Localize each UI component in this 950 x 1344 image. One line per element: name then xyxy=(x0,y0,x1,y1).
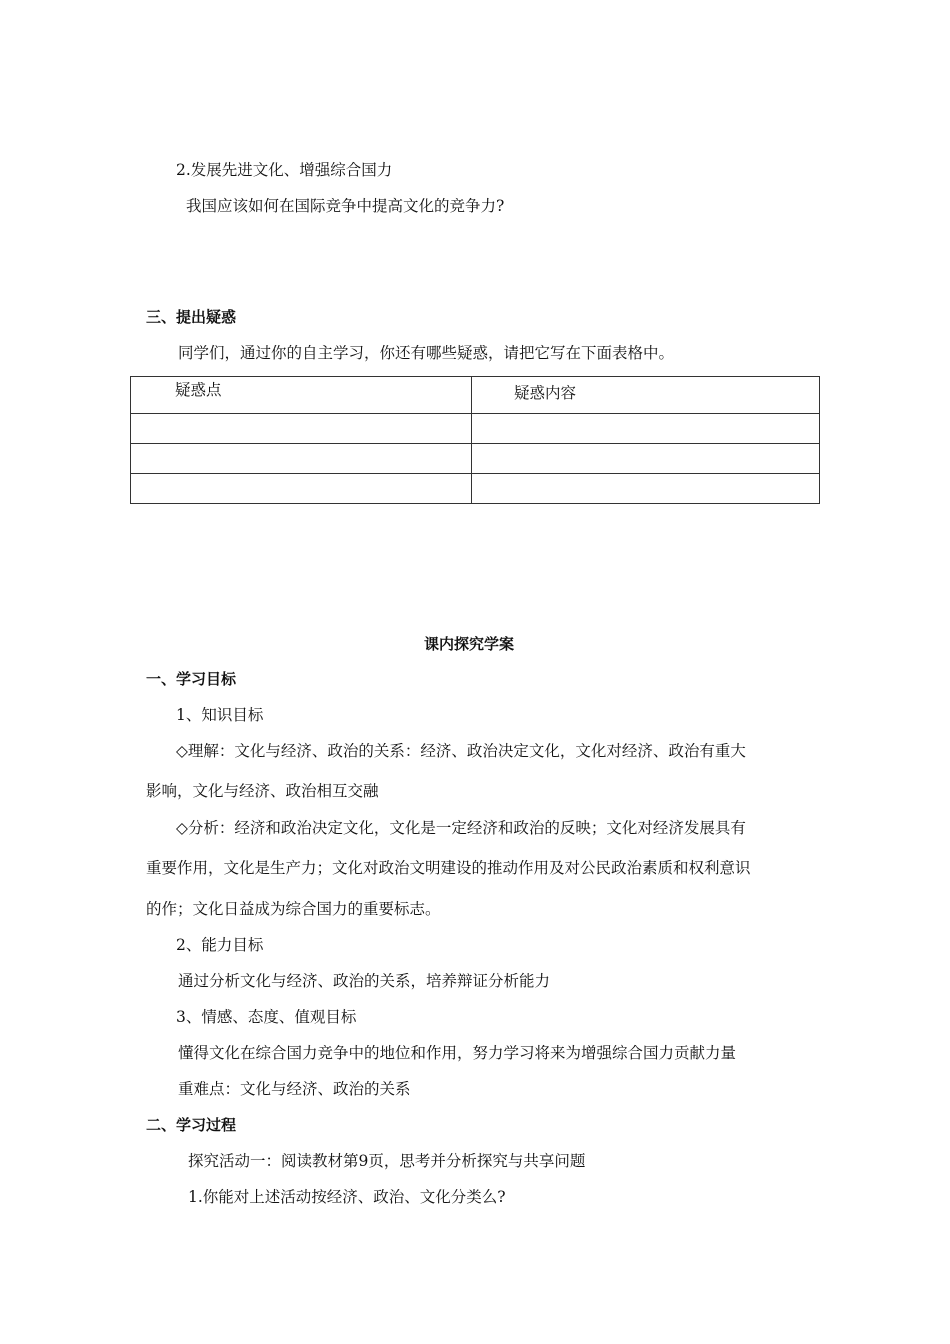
understand-line-2: 影响，文化与经济、政治相互交融 xyxy=(146,782,379,800)
col-doubt-point: 疑惑点 xyxy=(175,381,222,399)
table-header-cell xyxy=(472,377,820,414)
table-header-cell xyxy=(131,377,472,414)
ability-goal-text: 通过分析文化与经济、政治的关系，培养辩证分析能力 xyxy=(178,972,551,990)
key-points-text: 重难点：文化与经济、政治的关系 xyxy=(178,1080,411,1098)
emotion-goal-text: 懂得文化在综合国力竞争中的地位和作用，努力学习将来为增强综合国力贡献力量 xyxy=(178,1044,737,1062)
table-cell[interactable] xyxy=(131,444,472,474)
col-doubt-content: 疑惑内容 xyxy=(514,384,577,402)
knowledge-goal-heading: 1、知识目标 xyxy=(176,706,264,724)
table-cell[interactable] xyxy=(131,414,472,444)
section-3-heading: 三、提出疑惑 xyxy=(146,308,237,326)
analyze-line-1: ◇分析：经济和政治决定文化，文化是一定经济和政治的反映；文化对经济发展具有 xyxy=(176,819,746,837)
table-row xyxy=(131,474,820,504)
goals-heading: 一、学习目标 xyxy=(146,670,237,688)
ability-goal-heading: 2、能力目标 xyxy=(176,936,264,954)
table-cell[interactable] xyxy=(472,474,820,504)
table-row xyxy=(131,444,820,474)
process-heading: 二、学习过程 xyxy=(146,1116,237,1134)
table-cell[interactable] xyxy=(472,444,820,474)
table-row xyxy=(131,414,820,444)
page-title: 课内探究学案 xyxy=(424,635,515,653)
emotion-goal-heading: 3、情感、态度、值观目标 xyxy=(176,1008,357,1026)
analyze-line-2: 重要作用，文化是生产力；文化对政治文明建设的推动作用及对公民政治素质和权利意识 xyxy=(146,859,751,877)
question-1-text: 1.你能对上述活动按经济、政治、文化分类么? xyxy=(188,1188,506,1206)
table-header-row xyxy=(131,377,820,414)
understand-line-1: ◇理解：文化与经济、政治的关系：经济、政治决定文化，文化对经济、政治有重大 xyxy=(176,742,746,760)
table-cell[interactable] xyxy=(472,414,820,444)
activity-1-text: 探究活动一：阅读教材第9页，思考并分析探究与共享问题 xyxy=(188,1152,586,1170)
question-text: 我国应该如何在国际竞争中提高文化的竞争力? xyxy=(186,197,505,215)
item-2-heading: 2.发展先进文化、增强综合国力 xyxy=(176,161,393,179)
analyze-line-3: 的作；文化日益成为综合国力的重要标志。 xyxy=(146,900,441,918)
section-3-intro: 同学们，通过你的自主学习，你还有哪些疑惑，请把它写在下面表格中。 xyxy=(178,344,675,362)
doubt-table xyxy=(130,376,820,504)
table-cell[interactable] xyxy=(131,474,472,504)
